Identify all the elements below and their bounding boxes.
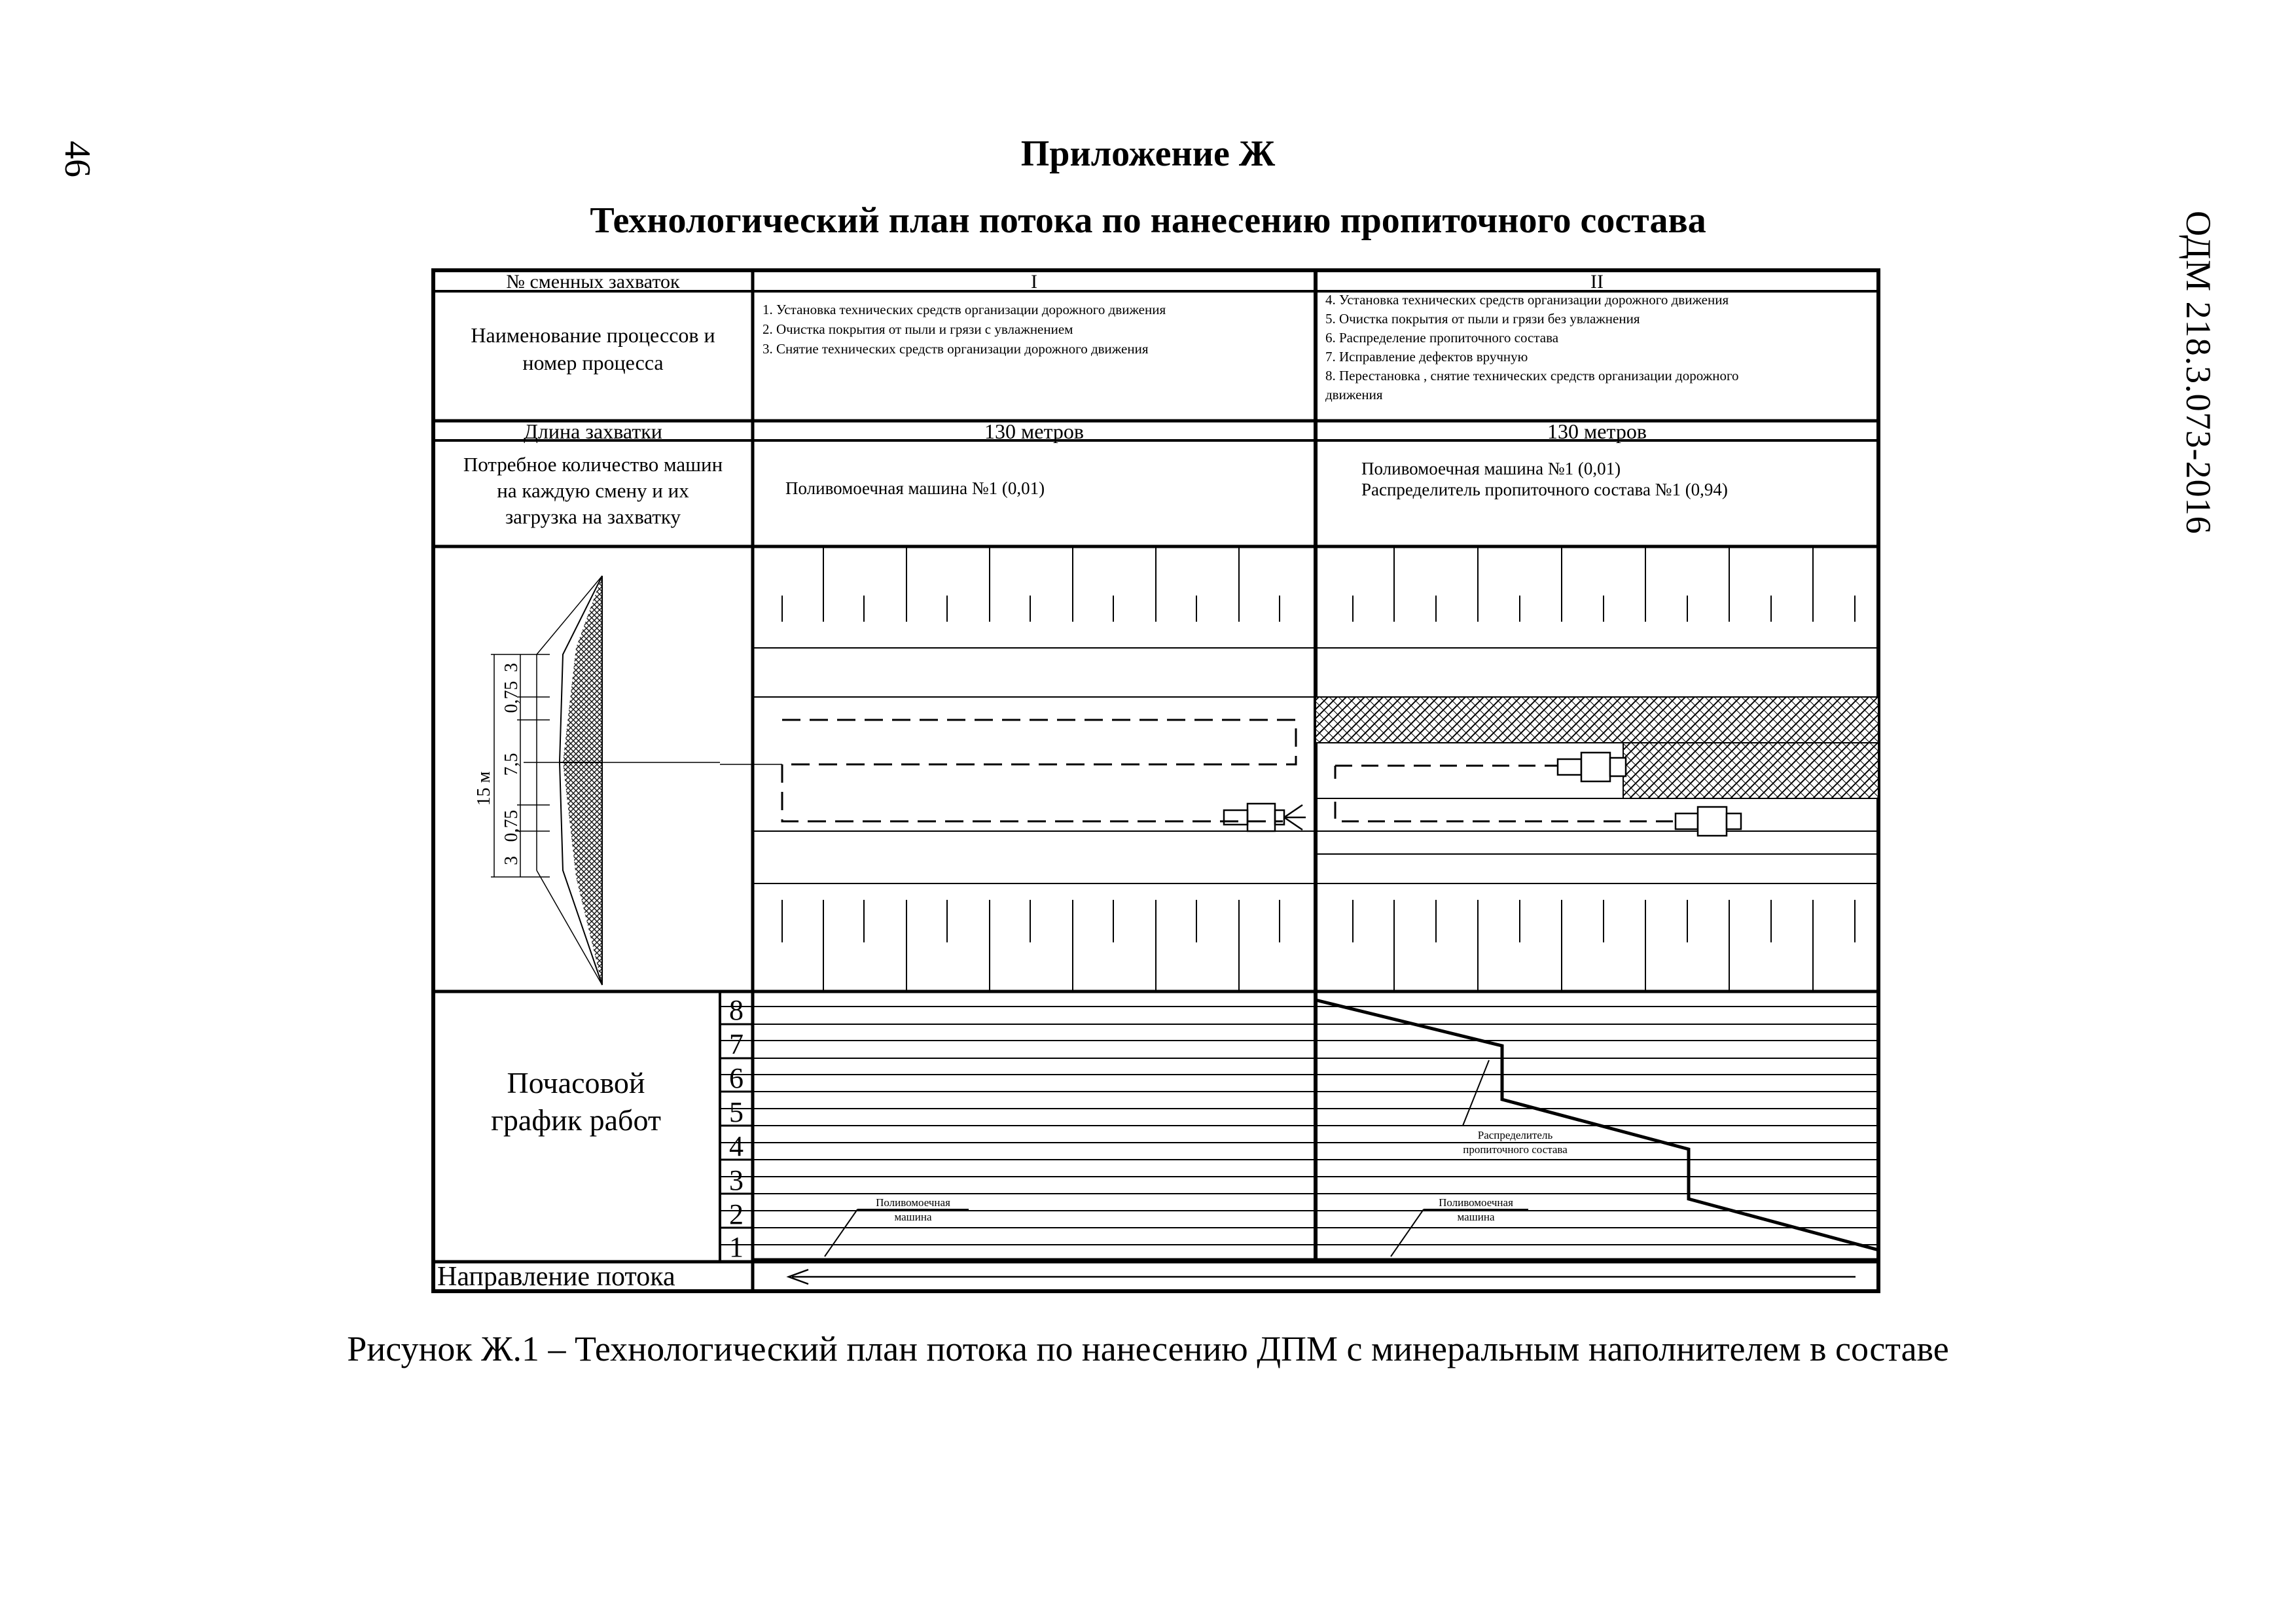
process-3: 3. Снятие технических средств организации дорожного движения [762,341,1149,357]
figure-caption: Рисунок Ж.1 – Технологический план потока по нанесению ДПМ с минеральным наполнителем в составе [347,1329,1949,1368]
washer-2-schedule-label-line-2: машина [1457,1211,1495,1223]
processes-section-1 [762,302,1166,357]
distributor-machine-icon [1558,753,1626,781]
road-cross-section [474,576,720,985]
hour-labels [729,994,744,1263]
hour-4: 4 [729,1130,744,1162]
process-2: 2. Очистка покрытия от пыли и грязи с увлажнением [762,321,1073,337]
capture-length-label: Длина захватки [524,419,662,443]
profile-dim-total: 15 м [474,771,494,806]
process-8-cont: движения [1325,387,1383,402]
process-label-line-1: Наименование процессов и [471,323,715,347]
hour-6: 6 [729,1062,744,1094]
machines-label-line-2: на каждую смену и их [497,479,689,502]
profile-dim-a: 0,75 [501,681,522,713]
process-5: 5. Очистка покрытия от пыли и грязи без увлажнения [1325,311,1640,327]
road-plan-section-1 [720,546,1316,991]
process-7: 7. Исправление дефектов вручную [1325,349,1528,365]
flow-direction-arrow [789,1270,1856,1284]
machines-label-line-1: Потребное количество машин [463,453,723,476]
washer-2-schedule-label-line-1: Поливомоечная [1439,1196,1513,1209]
schedule-label-line-1: Почасовой [507,1066,645,1099]
hour-3: 3 [729,1164,744,1196]
process-4: 4. Установка технических средств организации дорожного движения [1325,292,1729,308]
schedule-line-section-2 [1316,1000,1878,1260]
schedule-label [491,1066,661,1137]
process-6: 6. Распределение пропиточного состава [1325,330,1559,346]
section-1-number: I [1031,271,1037,293]
process-8: 8. Перестановка , снятие технических средств организации дорожного [1325,368,1739,383]
profile-dim-b: 3 [501,663,522,672]
process-label-line-2: номер процесса [522,351,664,374]
processes-section-2 [1325,292,1739,402]
schedule-label-line-2: график работ [491,1103,661,1137]
washer-1-schedule-label-line-2: машина [894,1211,932,1223]
process-1: 1. Установка технических средств организации дорожного движения [762,302,1166,317]
washer-machine-icon [1224,804,1306,831]
capture-length-2: 130 метров [1547,419,1647,443]
capture-length-1: 130 метров [984,419,1084,443]
hour-2: 2 [729,1198,744,1230]
machines-section-1: Поливомоечная машина №1 (0,01) [785,478,1045,498]
process-label [471,323,715,374]
machines-section-2-line-1: Поливомоечная машина №1 (0,01) [1361,459,1621,478]
machines-label-line-3: загрузка на захватку [505,505,681,528]
hour-1: 1 [729,1231,744,1263]
page-number: 46 [57,141,98,177]
profile-dim-e: 0,75 [501,810,522,842]
profile-dim-c: 7,5 [501,753,522,776]
hour-7: 7 [729,1028,744,1060]
profile-dim-d: 3 [501,856,522,865]
machines-section-2-line-2: Распределитель пропиточного состава №1 (0,94) [1361,480,1728,499]
distributor-schedule-label-line-1: Распределитель [1477,1129,1553,1141]
shift-sections-label: № сменных захваток [506,271,680,293]
appendix-title: Приложение Ж [1020,134,1276,174]
plan-title: Технологический план потока по нанесению пропиточного состава [590,200,1706,241]
distributor-schedule-label-line-2: пропиточного состава [1463,1143,1568,1156]
schedule-line-washer-1 [753,1209,1316,1260]
hour-5: 5 [729,1096,744,1128]
flow-direction-label: Направление потока [437,1262,675,1292]
document-code: ОДМ 218.3.073-2016 [2179,211,2218,535]
hour-8: 8 [729,994,744,1026]
machines-label [463,453,723,528]
section-2-number: II [1590,271,1604,293]
washer-1-schedule-label-line-1: Поливомоечная [876,1196,950,1209]
